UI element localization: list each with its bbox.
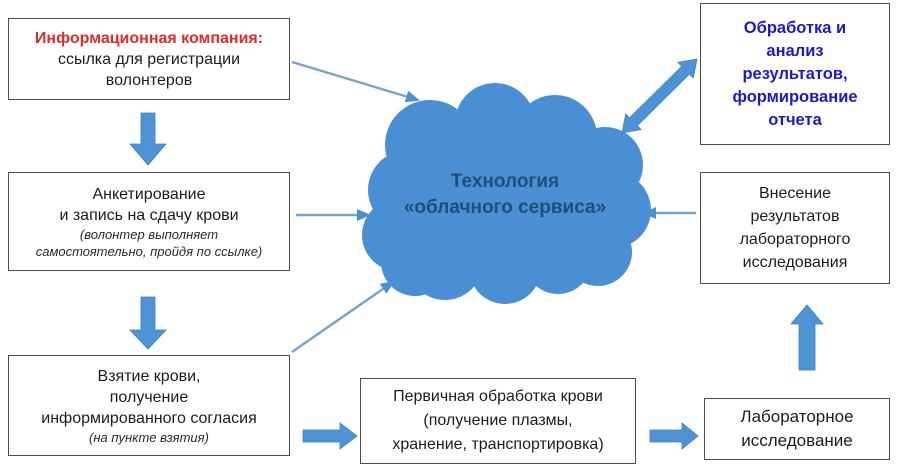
box-questionnaire-note: (волонтер выполняет [79,226,219,242]
box-report-line: формирование [732,87,858,106]
box-report-line: результатов, [742,64,848,83]
box-info-campaign-line: ссылка для регистрации [57,50,241,68]
box-results-entry-line: результатов [750,208,840,225]
box-blood-draw-line: получение [109,388,189,406]
box-results-entry-line: лабораторного [739,231,851,248]
box-report [700,3,890,145]
box-questionnaire [8,172,290,271]
cloud-label [385,169,625,221]
box-primary-processing-line: (получение плазмы, [423,412,573,429]
box-primary-processing [360,378,636,464]
arrow-blood-to-cloud [292,282,393,352]
box-results-entry [700,172,890,284]
arrow-cloud-report-double [622,59,697,133]
box-primary-processing-line: хранение, транспортировка) [392,436,604,453]
box-lab-study [704,398,890,460]
box-report-line: Обработка и [743,18,847,37]
box-info-campaign-line: волонтеров [105,71,193,89]
cloud-label-line: «облачного сервиса» [403,197,607,218]
box-info-campaign-title: Информационная компания: [34,29,264,47]
box-info-campaign [8,18,290,100]
arrow-info-to-cloud [292,62,418,100]
arrow-questionnaire-to-blood [130,297,166,349]
arrow-blood-to-primary [303,423,357,449]
box-blood-draw-note: (на пункте взятия) [89,429,209,445]
box-blood-draw-line: Взятие крови, [97,367,201,385]
box-blood-draw-line: информированного согласия [41,409,257,427]
box-report-line: анализ [766,41,824,60]
box-lab-study-line: исследование [741,431,853,450]
box-report-line: отчета [768,110,822,129]
box-blood-draw [8,355,290,456]
box-primary-processing-line: Первичная обработка крови [393,388,603,405]
arrow-lab-to-results [791,305,823,370]
box-questionnaire-line: и запись на сдачу крови [59,206,239,224]
arrow-primary-to-lab [650,423,698,449]
box-questionnaire-line: Анкетирование [92,185,206,203]
cloud-label-line: Технология [450,171,560,192]
arrow-info-to-questionnaire [130,113,166,165]
box-results-entry-line: исследования [742,254,848,271]
box-questionnaire-note: самостоятельно, пройдя по ссылке) [35,243,263,259]
box-results-entry-line: Внесение [759,185,831,202]
box-lab-study-line: Лабораторное [740,407,854,426]
